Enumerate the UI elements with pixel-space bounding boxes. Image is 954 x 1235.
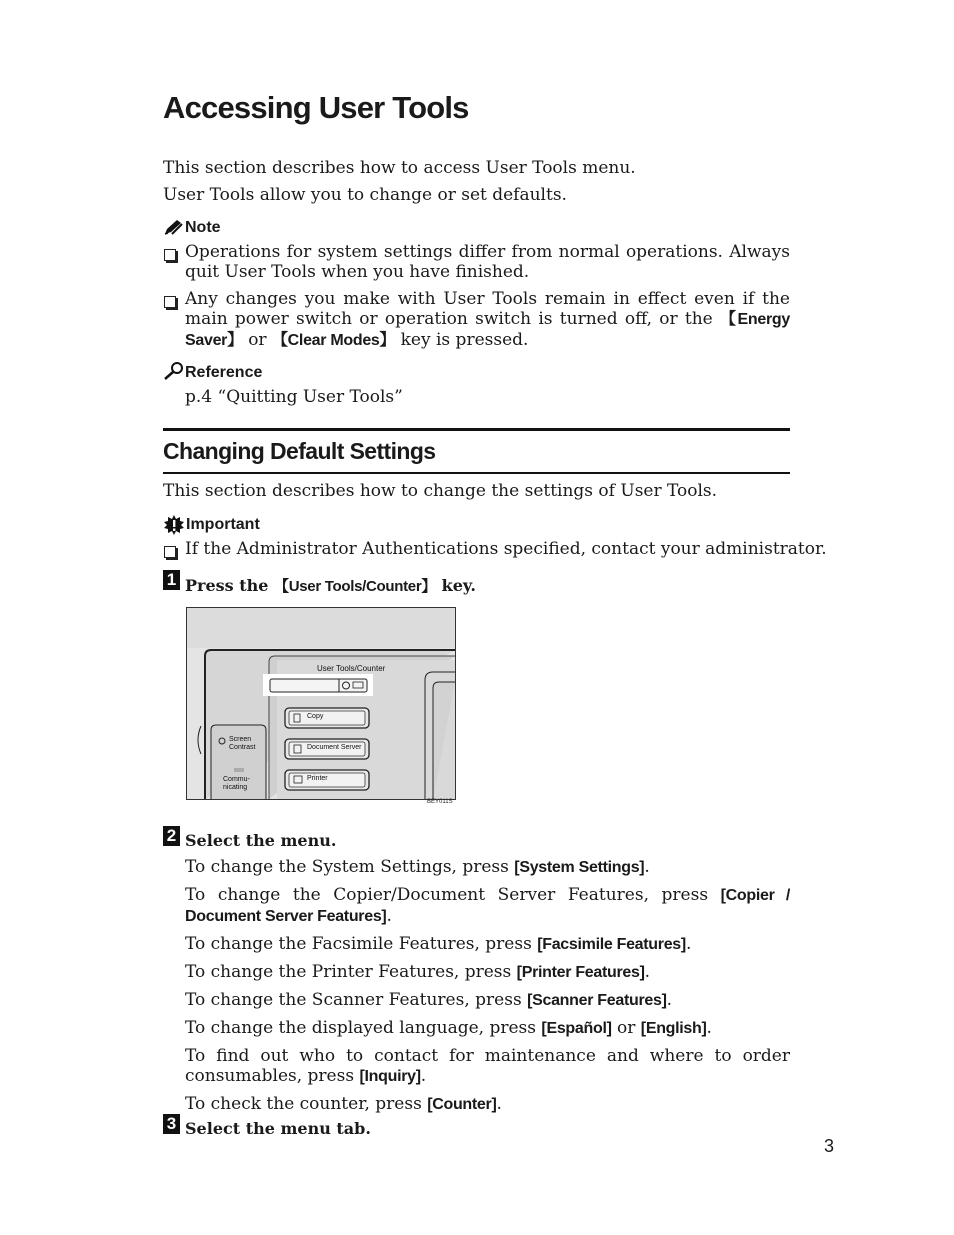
inquiry-key: [Inquiry] [359, 1068, 421, 1085]
instruction-text: or [611, 1018, 641, 1038]
step-1-text [185, 575, 476, 596]
instruction-text: . [685, 934, 692, 954]
instruction-text: To check the counter, press [185, 1094, 428, 1114]
menu-instruction [185, 990, 790, 1011]
instruction-text: To change the Facsimile Features, press [185, 934, 538, 954]
instruction-text: . [386, 906, 392, 926]
panel-user-tools-label: User Tools/Counter [317, 664, 386, 673]
screen-contrast-line: Contrast [229, 744, 256, 751]
screen-contrast-line: Screen [229, 736, 252, 743]
menu-instruction-list [185, 857, 790, 1122]
menu-instruction [185, 962, 790, 983]
menu-instruction [185, 885, 790, 927]
clear-modes-key: 【Clear Modes】 [271, 332, 396, 349]
step-number-1: 1 [163, 570, 180, 590]
counter-key: [Counter] [427, 1096, 497, 1113]
magnifier-icon [163, 361, 185, 381]
instruction-text: To change the System Settings, press [185, 857, 515, 877]
checkbox-icon [164, 246, 176, 265]
communicating-line: Commu- [223, 776, 250, 783]
instruction-text: To change the Scanner Features, press [185, 990, 528, 1010]
menu-instruction [185, 857, 790, 878]
english-key: [English] [640, 1020, 707, 1037]
instruction-text: To change the displayed language, press [185, 1018, 542, 1038]
instruction-text: To change the Printer Features, press [185, 962, 517, 982]
step-number-2: 2 [163, 826, 180, 846]
figure-code: BEY011S [427, 799, 453, 805]
checkbox-icon [164, 543, 176, 562]
communicating-label [223, 776, 250, 792]
instruction-text: . [420, 1066, 427, 1086]
instruction-text: . [666, 990, 673, 1010]
printer-key-label: Printer [307, 775, 328, 782]
note-item-2-text: key is pressed. [395, 330, 529, 350]
important-label: Important [186, 516, 260, 533]
menu-instruction [185, 1094, 790, 1115]
section-rule-top [163, 428, 790, 431]
section-rule-bottom [163, 472, 790, 474]
step-1-text-part: key. [436, 576, 476, 595]
note-label: Note [185, 219, 221, 236]
note-item-2 [185, 289, 790, 351]
copier-document-server-features-key: [Copier / Document Server Features] [185, 887, 790, 925]
section-title: Changing Default Settings [163, 438, 436, 464]
important-item: If the Administrator Authentications specified, contact your administrator. [185, 539, 827, 559]
system-settings-key: [System Settings] [514, 859, 645, 876]
pencil-icon [163, 218, 185, 236]
communicating-line: nicating [223, 784, 248, 791]
document-server-key-label: Document Server [307, 744, 362, 751]
menu-instruction [185, 1018, 790, 1039]
screen-contrast-label [229, 736, 255, 752]
copy-key-label: Copy [307, 713, 324, 720]
instruction-text: . [644, 857, 650, 877]
note-item-2-text: Any changes you make with User Tools remain in effect even if the main power switch or operation switch is turned off, or the [185, 289, 790, 329]
instruction-text: . [644, 962, 651, 982]
step-3-text: Select the menu tab. [185, 1119, 371, 1138]
instruction-text: To find out who to contact for maintenance and where to order consumables, press [185, 1046, 790, 1086]
step-number-3: 3 [163, 1114, 180, 1134]
menu-instruction [185, 1046, 790, 1087]
instruction-text: . [496, 1094, 502, 1114]
step-2-text: Select the menu. [185, 831, 337, 850]
menu-instruction [185, 934, 790, 955]
energy-saver-key: 【Energy Saver】 [185, 311, 790, 349]
step-1-text-part: Press the [185, 576, 274, 595]
note-item-1: Operations for system settings differ from normal operations. Always quit User Tools when you have finished. [185, 242, 790, 282]
instruction-text: To change the Copier/Document Server Features, press [185, 885, 721, 905]
checkbox-icon [164, 293, 176, 312]
intro-paragraph-1: This section describes how to access User Tools menu. [163, 158, 636, 178]
user-tools-counter-key: 【User Tools/Counter】 [274, 578, 437, 595]
note-item-2-text: or [242, 330, 272, 350]
espanol-key: [Español] [541, 1020, 612, 1037]
control-panel-figure [186, 607, 456, 800]
printer-features-key: [Printer Features] [516, 964, 645, 981]
scanner-features-key: [Scanner Features] [527, 992, 667, 1009]
section-intro: This section describes how to change the settings of User Tools. [163, 481, 718, 501]
intro-paragraph-2: User Tools allow you to change or set defaults. [163, 185, 567, 205]
page-title: Accessing User Tools [163, 90, 469, 125]
important-icon [163, 514, 185, 536]
facsimile-features-key: [Facsimile Features] [537, 936, 686, 953]
reference-label: Reference [185, 364, 263, 381]
instruction-text: . [706, 1018, 712, 1038]
reference-link[interactable]: p.4 “Quitting User Tools” [185, 387, 403, 407]
page-number: 3 [824, 1136, 835, 1156]
